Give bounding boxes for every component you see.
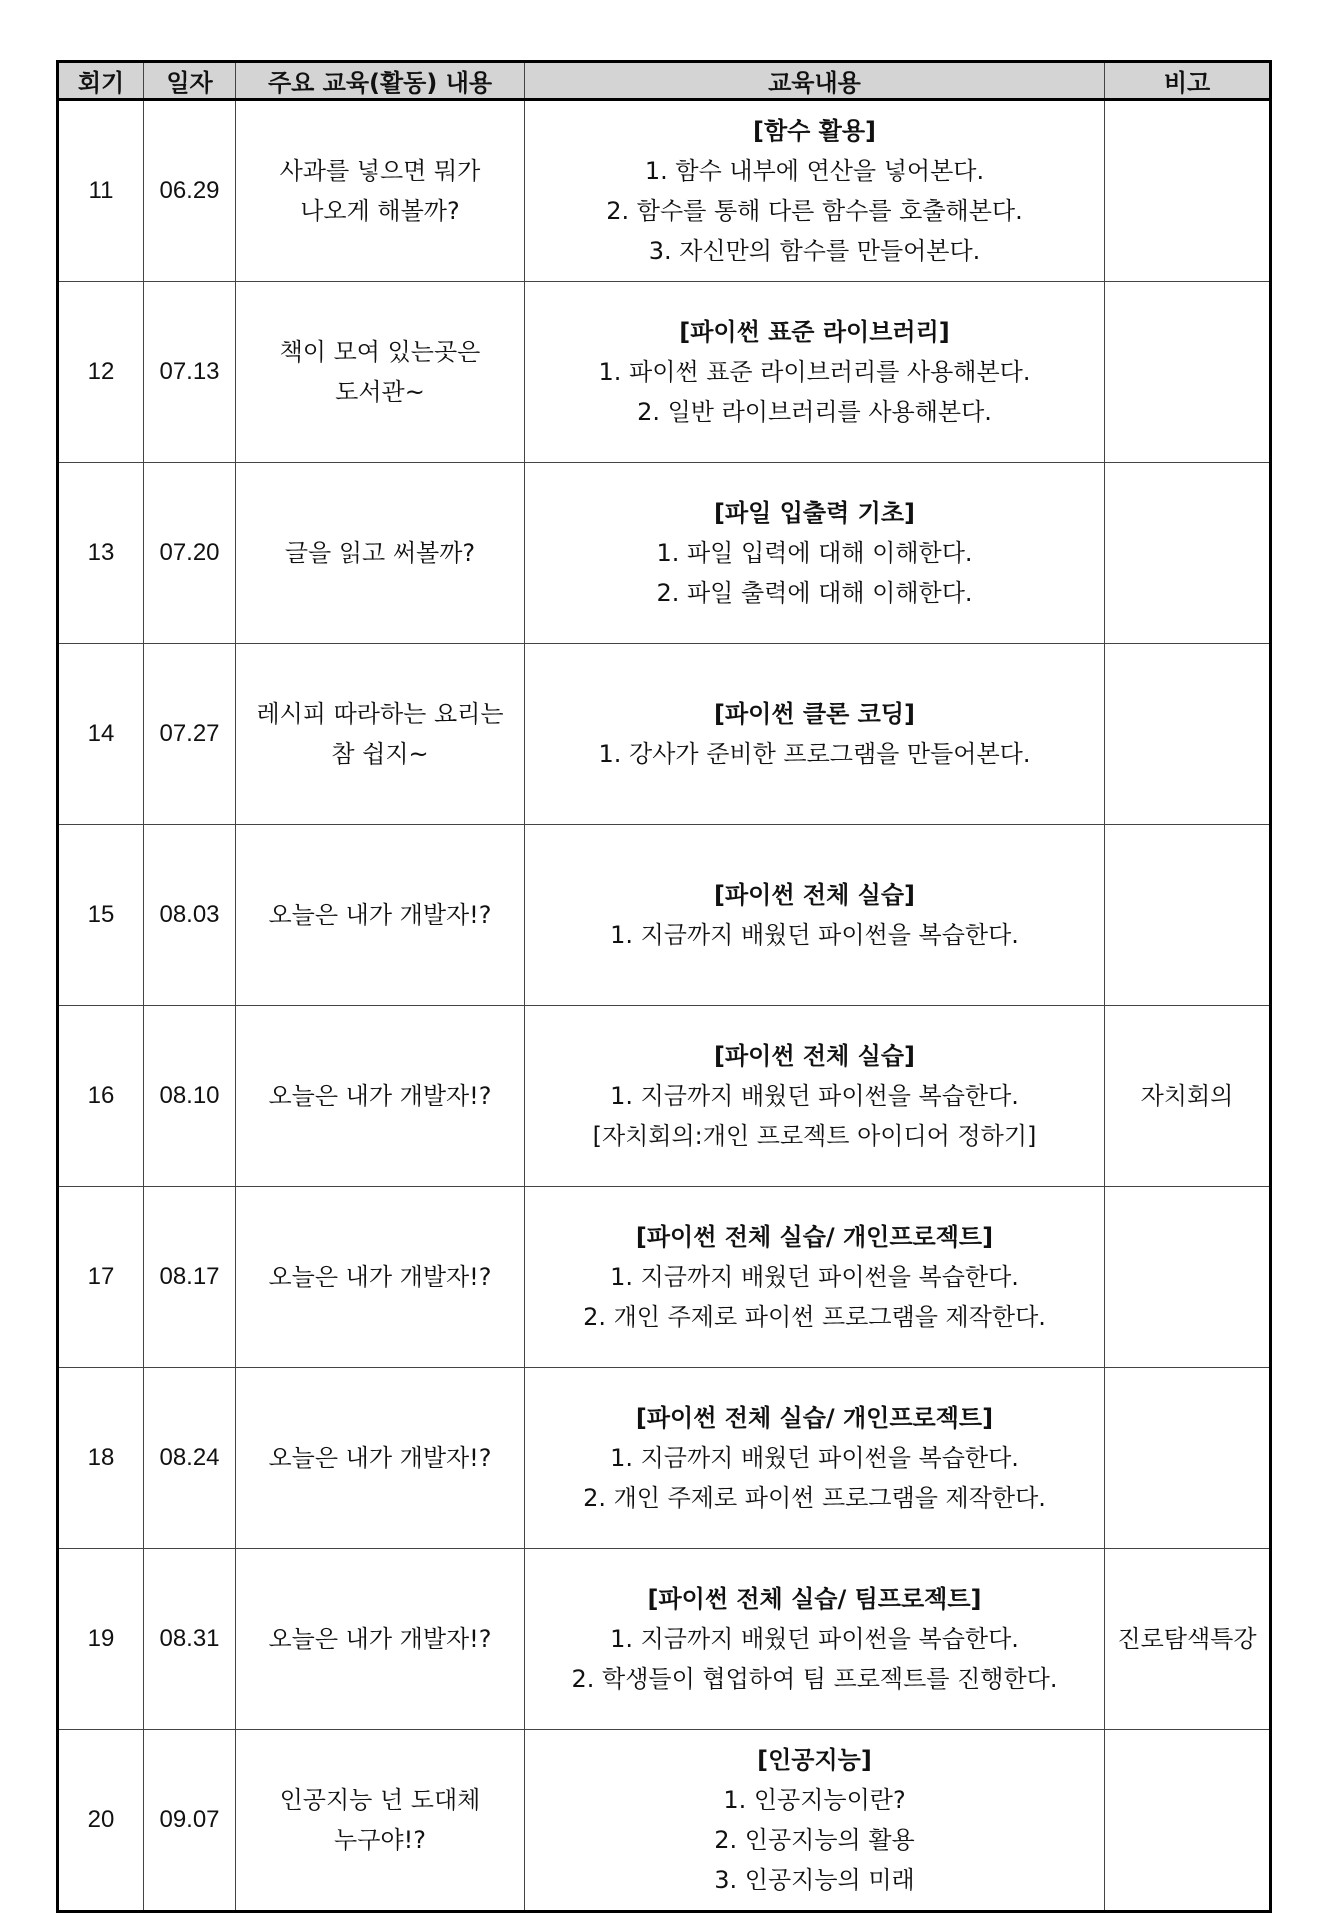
session-number: 12 [58,282,144,463]
note-cell [1105,463,1271,644]
content-item: 2. 파일 출력에 대해 이해한다. [656,579,973,607]
activity-topic-line: 오늘은 내가 개발자!? [268,1625,492,1653]
content-title: [파이썬 전체 실습/ 팀프로젝트] [647,1585,982,1613]
header-activity: 주요 교육(활동) 내용 [236,62,525,100]
content-item: 1. 파일 입력에 대해 이해한다. [656,539,973,567]
content-item: 1. 지금까지 배웠던 파이썬을 복습한다. [610,1444,1019,1472]
content-item: 1. 인공지능이란? [723,1786,906,1814]
content-title: [파이썬 표준 라이브러리] [679,318,950,346]
education-content [525,644,1105,825]
content-item: 2. 함수를 통해 다른 함수를 호출해본다. [606,197,1023,225]
note-cell: 진로탐색특강 [1105,1549,1271,1730]
activity-topic [236,825,525,1006]
content-item: [자치회의:개인 프로젝트 아이디어 정하기] [592,1122,1037,1150]
education-content [525,825,1105,1006]
session-date: 08.10 [144,1006,236,1187]
table-header [58,62,1271,100]
table-row [58,100,1271,282]
note-cell [1105,1730,1271,1912]
table-row [58,644,1271,825]
activity-topic-line: 레시피 따라하는 요리는 [256,700,504,728]
session-date: 08.17 [144,1187,236,1368]
activity-topic-line: 참 쉽지~ [331,740,429,768]
header-content: 교육내용 [525,62,1105,100]
content-title: [파이썬 전체 실습] [714,881,915,909]
content-item: 1. 지금까지 배웠던 파이썬을 복습한다. [610,1082,1019,1110]
header-date: 일자 [144,62,236,100]
activity-topic [236,644,525,825]
session-number: 15 [58,825,144,1006]
activity-topic [236,100,525,282]
note-cell [1105,825,1271,1006]
session-number: 16 [58,1006,144,1187]
activity-topic-line: 도서관~ [335,378,425,406]
education-content [525,100,1105,282]
content-title: [함수 활용] [752,117,877,145]
activity-topic-line: 오늘은 내가 개발자!? [268,1082,492,1110]
activity-topic [236,1730,525,1912]
education-content [525,1368,1105,1549]
session-number: 20 [58,1730,144,1912]
content-item: 1. 지금까지 배웠던 파이썬을 복습한다. [610,921,1019,949]
content-title: [파일 입출력 기초] [714,499,915,527]
activity-topic-line: 오늘은 내가 개발자!? [268,1263,492,1291]
activity-topic-line: 책이 모여 있는곳은 [279,338,481,366]
note-cell [1105,1187,1271,1368]
session-date: 06.29 [144,100,236,282]
activity-topic [236,463,525,644]
content-item: 1. 강사가 준비한 프로그램을 만들어본다. [598,740,1031,768]
content-item: 1. 지금까지 배웠던 파이썬을 복습한다. [610,1625,1019,1653]
activity-topic-line: 오늘은 내가 개발자!? [268,1444,492,1472]
header-note: 비고 [1105,62,1271,100]
education-content [525,1549,1105,1730]
header-row [58,62,1271,100]
activity-topic [236,282,525,463]
content-item: 1. 지금까지 배웠던 파이썬을 복습한다. [610,1263,1019,1291]
session-number: 18 [58,1368,144,1549]
session-date: 07.13 [144,282,236,463]
activity-topic [236,1187,525,1368]
table-row [58,1187,1271,1368]
education-content [525,463,1105,644]
note-cell [1105,100,1271,282]
activity-topic [236,1549,525,1730]
education-content [525,1006,1105,1187]
education-content [525,1187,1105,1368]
note-cell [1105,1368,1271,1549]
activity-topic-line: 인공지능 넌 도대체 [279,1786,481,1814]
content-title: [파이썬 전체 실습/ 개인프로젝트] [635,1223,994,1251]
session-date: 08.03 [144,825,236,1006]
activity-topic [236,1368,525,1549]
schedule-table [56,60,1272,1913]
session-date: 08.31 [144,1549,236,1730]
session-number: 13 [58,463,144,644]
session-date: 07.20 [144,463,236,644]
header-session: 회기 [58,62,144,100]
activity-topic-line: 오늘은 내가 개발자!? [268,901,492,929]
note-cell [1105,644,1271,825]
education-content [525,282,1105,463]
table-row [58,463,1271,644]
session-number: 11 [58,100,144,282]
table-body [58,100,1271,1912]
content-title: [파이썬 전체 실습] [714,1042,915,1070]
activity-topic-line: 나오게 해볼까? [300,197,460,225]
content-title: [파이썬 전체 실습/ 개인프로젝트] [635,1404,994,1432]
session-date: 08.24 [144,1368,236,1549]
table-row [58,1730,1271,1912]
session-number: 19 [58,1549,144,1730]
content-item: 2. 일반 라이브러리를 사용해본다. [637,398,992,426]
table-row [58,1006,1271,1187]
content-item: 2. 개인 주제로 파이썬 프로그램을 제작한다. [583,1484,1046,1512]
note-cell [1105,282,1271,463]
session-number: 17 [58,1187,144,1368]
content-item: 1. 함수 내부에 연산을 넣어본다. [644,157,985,185]
activity-topic-line: 글을 읽고 써볼까? [284,539,476,567]
content-item: 2. 학생들이 협업하여 팀 프로젝트를 진행한다. [571,1665,1058,1693]
content-title: [인공지능] [757,1746,872,1774]
table-row [58,1368,1271,1549]
table-row [58,282,1271,463]
table-row [58,1549,1271,1730]
activity-topic-line: 사과를 넣으면 뭐가 [279,157,481,185]
content-title: [파이썬 클론 코딩] [714,700,915,728]
session-number: 14 [58,644,144,825]
content-item: 2. 개인 주제로 파이썬 프로그램을 제작한다. [583,1303,1046,1331]
content-item: 3. 인공지능의 미래 [714,1866,915,1894]
activity-topic-line: 누구야!? [334,1826,426,1854]
content-item: 3. 자신만의 함수를 만들어본다. [648,237,981,265]
education-content [525,1730,1105,1912]
content-item: 2. 인공지능의 활용 [714,1826,915,1854]
table-row [58,825,1271,1006]
activity-topic [236,1006,525,1187]
note-cell: 자치회의 [1105,1006,1271,1187]
session-date: 09.07 [144,1730,236,1912]
session-date: 07.27 [144,644,236,825]
content-item: 1. 파이썬 표준 라이브러리를 사용해본다. [598,358,1031,386]
